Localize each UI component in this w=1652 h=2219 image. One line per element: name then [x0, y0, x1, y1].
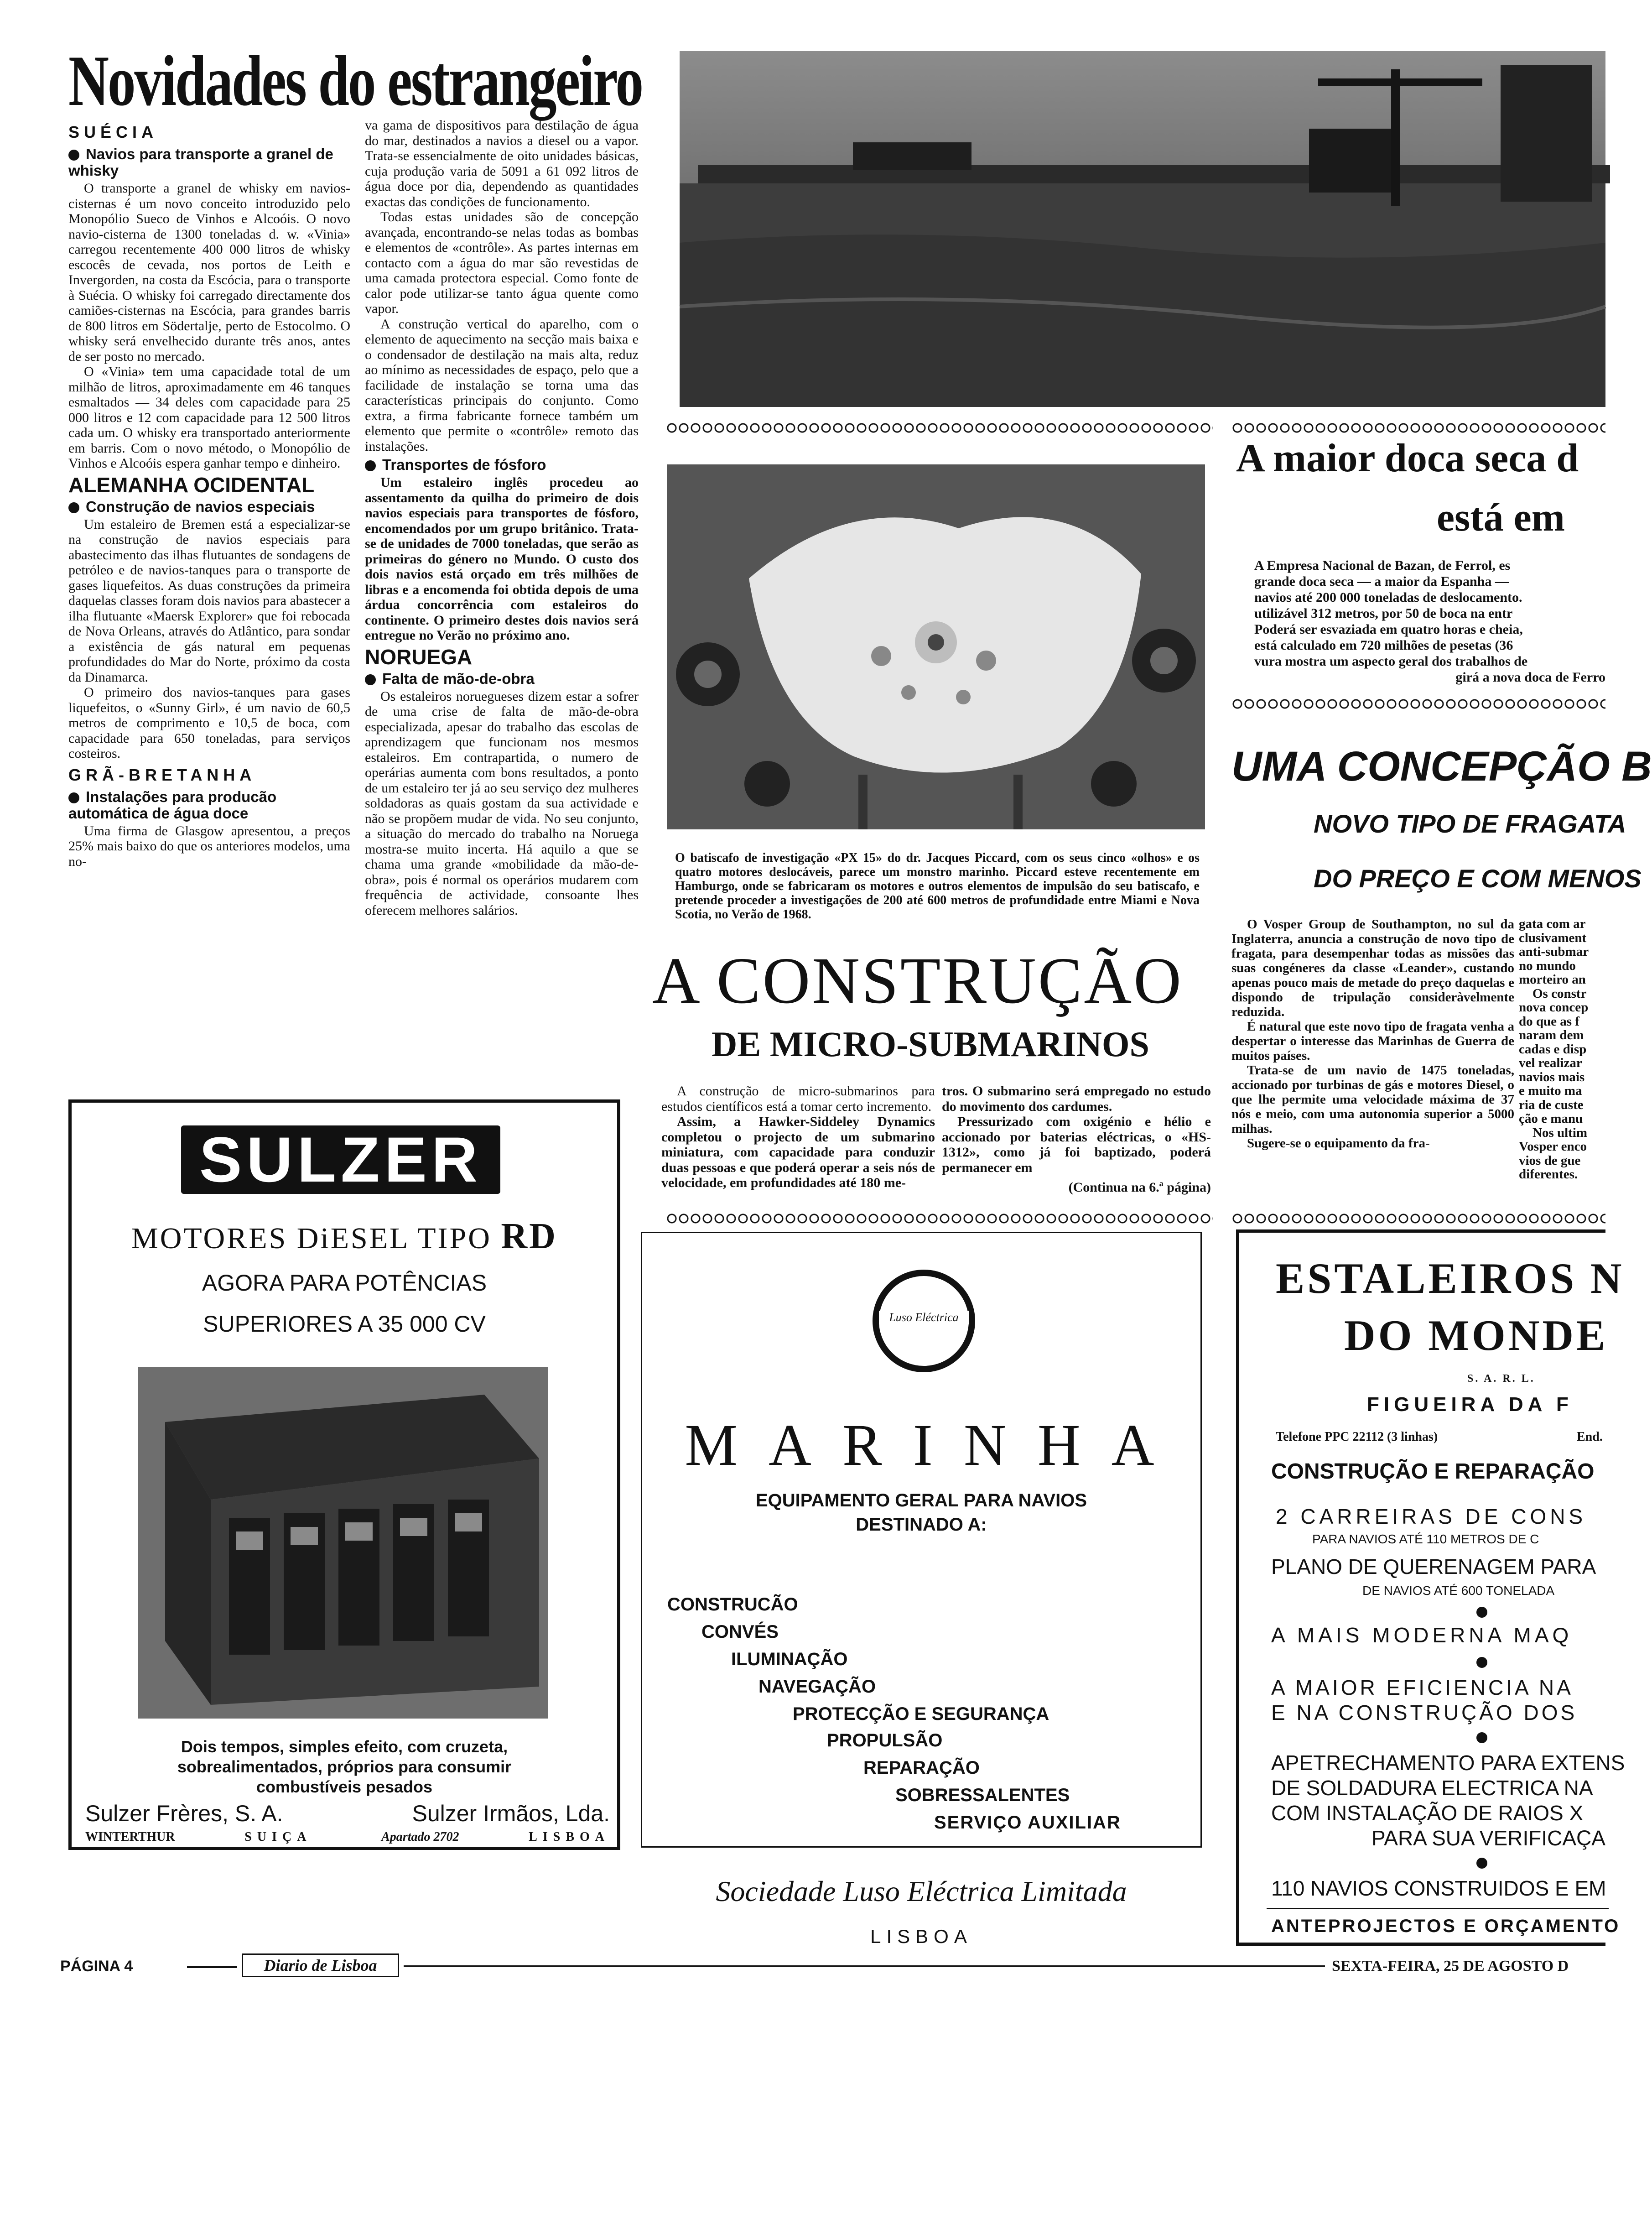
frigate-line: e muito ma: [1519, 1083, 1582, 1098]
bullet-icon: [365, 674, 376, 685]
estaleiros-line: APETRECHAMENTO PARA EXTENS: [1271, 1751, 1625, 1775]
decorative-border: [1231, 698, 1605, 710]
estaleiros-sarl: S. A. R. L.: [1467, 1373, 1535, 1385]
article-heading-fresh-water: Instalações para producão automática de água doce: [68, 788, 277, 822]
page-number: PÁGINA 4: [60, 1958, 133, 1975]
frigate-line: vel realizar: [1519, 1056, 1582, 1070]
bullet-icon: [1476, 1858, 1487, 1869]
continued-note: (Continua na 6.ª página): [1068, 1180, 1211, 1195]
article-paragraph: O «Vinia» tem uma capacidade total de um milhão de litros, aproximadamente em 46 tanques esmaltados — 34 deles com capacidade para 25 000 litros e 12 com capacidade para 12 500 litros cada um. O whisky era transportado anteriormente em barris. Com o novo método, o Monopólio de Vinhos e Alcoóis espera ganhar tempo e dinheiro.: [68, 364, 350, 471]
luso-electrica-advertisement: [641, 1232, 1202, 1848]
estaleiros-divider: [1267, 1908, 1609, 1909]
luso-company: Sociedade Luso Eléctrica Limitada: [716, 1875, 1127, 1907]
bullet-icon: [68, 502, 79, 513]
bullet-icon: [365, 460, 376, 471]
sulzer-line-2: AGORA PARA POTÊNCIAS: [202, 1270, 487, 1296]
dry-dock-headline-1: A maior doca seca d: [1236, 436, 1579, 480]
luso-title: MARINHA: [685, 1412, 1185, 1478]
article-paragraph: É natural que este novo tipo de fragata venha a despertar o interesse das Marinhas de Guerra de muitos países.: [1231, 1019, 1514, 1063]
country-heading-sweden: SUÉCIA: [68, 123, 158, 141]
dry-dock-line: A Empresa Nacional de Bazan, de Ferrol, es: [1254, 558, 1511, 573]
article-heading-labour: Falta de mão-de-obra: [365, 671, 639, 687]
sulzer-caption: Dois tempos, simples efeito, com cruzeta, sobrealimentados, próprios para consumir combustíveis pesados: [177, 1737, 512, 1796]
estaleiros-line: 2 CARREIRAS DE CONS: [1276, 1505, 1587, 1528]
dry-dock-line: utilizável 312 metros, por 50 de boca na entr: [1254, 606, 1513, 621]
bullet-icon: [1476, 1607, 1487, 1618]
frigate-subheadline-2: DO PREÇO E COM MENOS: [1314, 864, 1642, 893]
luso-subtitle-2: DESTINADO A:: [856, 1515, 987, 1535]
article-paragraph: Uma firma de Glasgow apresentou, a preços 25% mais baixo do que os anteriores modelos, uma no-: [68, 823, 350, 869]
frigate-line: no mundo: [1519, 958, 1576, 973]
estaleiros-title-2: DO MONDE: [1344, 1311, 1608, 1360]
bullet-icon: [1476, 1657, 1487, 1668]
sulzer-city-left: WINTERTHUR: [85, 1830, 175, 1844]
frigate-line: cadas e disp: [1519, 1042, 1587, 1057]
luso-city: LISBOA: [870, 1926, 972, 1947]
decorative-border: [666, 1213, 1213, 1224]
sulzer-city-right: LISBOA: [529, 1830, 610, 1844]
sulzer-address-row: [85, 1829, 610, 1845]
article-paragraph: Os estaleiros noruegueses dizem estar a sofrer de uma crise de falta de mão-de-obra especializada, apesar do trabalho das escolas de aprendizagem que funcionam nos mesmos estaleiros. Em contrapartida, o numero de operárias aumenta com bons resultados, a ponto de um estaleiro ter já ao seu serviço dez mulheres soldadoras as quais gostam da sua actividade e não se propõem mudar de vida. No seu conjunto, a situação do mercado do trabalho na Noruega mostra-se muito incerta. Há aquilo a que se chama uma grande «mobilidade da mão-de-obra», pois é normal os operários mudarem com frequência de actividade, consoante lhes oferecem melhores salários.: [365, 688, 639, 918]
luso-item: PROPULSÃO: [827, 1730, 943, 1750]
estaleiros-title-1: ESTALEIROS N: [1276, 1254, 1625, 1302]
article-paragraph: O Vosper Group de Southampton, no sul da Inglaterra, anuncia a construção de novo tipo de fragata, para desempenhar todas as missões das suas congéneres da classe «Leander», custando apenas pouco mais de metade do preço daquelas e dispondo de tripulação consideràvelmente reduzida.: [1231, 917, 1514, 1019]
sulzer-country: SUIÇA: [244, 1830, 312, 1844]
sulzer-headline: [72, 1216, 617, 1256]
decorative-border: [666, 422, 1213, 434]
estaleiros-phone: Telefone PPC 22112 (3 linhas): [1276, 1430, 1438, 1444]
article-paragraph: Assim, a Hawker-Siddeley Dynamics completou o projecto de um submarino miniatura, com capacidade para conduzir duas pessoas e que poderá operar a seis nós de velocidade, em profundidades até 180 me-: [661, 1114, 935, 1190]
article-heading-special-ships: Construção de navios especiais: [68, 499, 350, 515]
estaleiros-line: A MAIS MODERNA MAQ: [1271, 1623, 1573, 1647]
frigate-line: Nos ultim: [1533, 1125, 1588, 1140]
micro-sub-headline-2: DE MICRO-SUBMARINOS: [712, 1024, 1149, 1064]
frigate-line: do que as f: [1519, 1014, 1579, 1029]
article-paragraph: A construção de micro-submarinos para estudos científicos está a tomar certo incremento.: [661, 1083, 935, 1114]
foreign-news-column-2: [365, 118, 639, 1090]
dry-dock-line: grande doca seca — a maior da Espanha —: [1254, 574, 1509, 589]
luso-item: REPARAÇÃO: [863, 1758, 980, 1778]
estaleiros-advertisement: [1236, 1229, 1625, 1946]
estaleiros-line: 110 NAVIOS CONSTRUIDOS E EM: [1271, 1876, 1606, 1900]
dry-dock-line: Poderá ser esvaziada em quatro horas e cheia,: [1254, 622, 1523, 637]
bathyscaphe-photo: [667, 464, 1205, 829]
dry-dock-line: está calculado em 720 milhões de pesetas (36: [1254, 638, 1513, 653]
frigate-line: navios mais: [1519, 1069, 1585, 1084]
frigate-subheadline-1: NOVO TIPO DE FRAGATA: [1314, 809, 1626, 838]
sulzer-logo: [181, 1125, 500, 1194]
micro-sub-headline-1: A CONSTRUÇÃO: [652, 944, 1183, 1017]
frigate-line: Vosper enco: [1519, 1139, 1587, 1154]
article-paragraph: Trata-se de um navio de 1475 toneladas, accionado por turbinas de gás e motores Diesel, o que lhe permite uma velocidade máxima de 37 nós e meio, com uma autonomia superior a 5000 milhas.: [1231, 1063, 1514, 1136]
dry-dock-line: vura mostra um aspecto geral dos trabalhos de: [1254, 654, 1528, 669]
bullet-icon: [68, 792, 79, 803]
article-paragraph: Um estaleiro inglês procedeu ao assentamento da quilha do primeiro de dois navios especiais para transportes de fósforo, encomendados por um grupo britânico. Trata-se de unidades de 7000 toneladas, que serão as primeiras do género no Mundo. O custo dos dois navios está orçado em três milhões de libras e a encomenda foi obtida depois de uma árdua concorrência com estaleiros do continente. O primeiro destes dois navios será entregue no Verão no próximo ano.: [365, 475, 639, 643]
section-title-foreign-news: [68, 41, 661, 122]
footer-rule-main: [404, 1965, 1325, 1967]
frigate-line: Os constr: [1533, 986, 1587, 1001]
article-paragraph: Sugere-se o equipamento da fra-: [1247, 1136, 1430, 1151]
decorative-border: [1231, 1213, 1605, 1224]
frigate-line: morteiro an: [1519, 972, 1586, 987]
estaleiros-line: PARA NAVIOS ATÉ 110 METROS DE C: [1312, 1532, 1539, 1546]
luso-item: SERVIÇO AUXILIAR: [934, 1813, 1121, 1833]
frigate-line: vios de gue: [1519, 1153, 1581, 1168]
luso-item: ILUMINAÇÃO: [731, 1649, 848, 1669]
estaleiros-line: PARA SUA VERIFICAÇA: [1371, 1826, 1605, 1850]
decorative-border: [1231, 422, 1605, 434]
sulzer-advertisement: [68, 1099, 620, 1850]
article-paragraph: va gama de dispositivos para destilação de água do mar, destinados a navios a diesel ou a vapor. Trata-se essencialmente de oito unidades básicas, cuja produção varia de 5091 a 61 092 litros de água doce por dia, dependendo as quantidades exactas das condições de funcionamento.: [365, 118, 639, 209]
luso-subtitle-1: EQUIPAMENTO GERAL PARA NAVIOS: [756, 1490, 1087, 1511]
sulzer-logo-text: SULZER: [199, 1124, 482, 1195]
frigate-line: diferentes.: [1519, 1167, 1578, 1182]
sulzer-line-3: SUPERIORES A 35 000 CV: [203, 1311, 486, 1337]
estaleiros-line: DE NAVIOS ATÉ 600 TONELADA: [1362, 1584, 1555, 1598]
country-heading-norway: NORUEGA: [365, 645, 473, 669]
article-paragraph: O primeiro dos navios-tanques para gases liquefeitos, o «Sunny Girl», é um navio de 60,5 metros de comprimento e 10,5 de boca, com capacidade para 650 toneladas, para serviços costeiros.: [68, 685, 350, 761]
luso-logo-text: Luso Eléctrica: [879, 1311, 969, 1324]
luso-item: SOBRESSALENTES: [895, 1785, 1070, 1805]
dry-dock-line: navios até 200 000 toneladas de deslocamento.: [1254, 590, 1522, 605]
article-paragraph: O transporte a granel de whisky em navios-cisternas é um novo conceito introduzido pelo Monopólio Sueco de Vinhos e Alcoóis. O novo navio-cisterna de 1300 toneladas d. w. «Vinia» carregou recentemente 400 000 litros de whisky escocês de cevada, nos portos de Leith e Invergorden, na costa da Escócia, para o transporte à Suécia. O whisky foi carregado directamente dos camiões-cisternas na Escócia, para grandes barris de 800 litros em Södertalje, perto de Estocolmo. O whisky será envelhecido durante três anos, antes de ser posto no mercado.: [68, 181, 350, 364]
micro-sub-column-1: [661, 1083, 935, 1216]
article-paragraph: tros. O submarino será empregado no estudo do movimento dos cardumes.: [942, 1083, 1211, 1114]
frigate-line: clusivament: [1519, 930, 1587, 945]
article-paragraph: Todas estas unidades são de concepção avançada, encontrando-se nelas todas as bombas e elementos de «contrôle». As partes internas em contacto com a água do mar são revestidas de uma camada protectora especial. Como fonte de calor pode utilizar-se tanto água quente como vapor.: [365, 209, 639, 316]
dry-dock-photo: [680, 51, 1605, 407]
frigate-line: gata com ar: [1519, 917, 1586, 931]
dry-dock-headline-2: está em: [1437, 495, 1565, 540]
frigate-column-2: [1519, 917, 1605, 1182]
estaleiros-line: ANTEPROJECTOS E ORÇAMENTO: [1271, 1916, 1621, 1936]
bullet-icon: [1476, 1732, 1487, 1743]
frigate-column-1: [1231, 917, 1514, 1191]
luso-logo-icon: [873, 1270, 975, 1372]
article-heading-phosphorus: Transportes de fósforo: [365, 457, 639, 473]
dry-dock-line: girá a nova doca de Ferro: [1455, 670, 1605, 685]
frigate-line: ria de custe: [1519, 1097, 1584, 1112]
estaleiros-end: End.: [1577, 1430, 1603, 1444]
sulzer-company-left: Sulzer Frères, S. A.: [85, 1801, 283, 1826]
engine-photo: [138, 1367, 548, 1719]
newspaper-logo: [242, 1953, 399, 1977]
page-date: SEXTA-FEIRA, 25 DE AGOSTO D: [1332, 1958, 1569, 1974]
bathyscaphe-caption: O batiscafo de investigação «PX 15» do dr. Jacques Piccard, com os seus cinco «olhos» e os quatro motores deslocáveis, parece um monstro marinho. Piccard esteve recentemente em Hamburgo, onde se fabricaram os motores e outros elementos de impulsão do seu batiscafo, e pretende proceder a investigações de 200 até 600 metros de profundidade entre Miami e Nova Scotia, no Verão de 1968.: [675, 851, 1200, 922]
frigate-line: anti-submar: [1519, 944, 1589, 959]
estaleiros-line: COM INSTALAÇÃO DE RAIOS X: [1271, 1801, 1584, 1825]
sulzer-company-right: Sulzer Irmãos, Lda.: [412, 1801, 610, 1826]
estaleiros-service: CONSTRUÇÃO E REPARAÇÃO: [1271, 1459, 1595, 1484]
newspaper-logo-text: Diario de Lisboa: [264, 1956, 377, 1974]
bathyscaphe-photo-image: [667, 464, 1205, 829]
country-heading-germany: ALEMANHA OCIDENTAL: [68, 473, 315, 497]
luso-item: CONVÉS: [701, 1622, 779, 1642]
sulzer-headline-text: MOTORES DiESEL TIPO: [131, 1222, 492, 1255]
frigate-headline: UMA CONCEPÇÃO B: [1231, 743, 1652, 790]
estaleiros-line: PLANO DE QUERENAGEM PARA: [1271, 1555, 1596, 1578]
frigate-line: naram dem: [1519, 1028, 1584, 1042]
luso-item: CONSTRUCÃO: [667, 1594, 798, 1615]
micro-sub-column-2: [942, 1083, 1211, 1216]
engine-photo-image: [138, 1367, 548, 1719]
dry-dock-photo-image: [680, 51, 1605, 407]
footer-rule-left: [187, 1966, 237, 1968]
luso-item: NAVEGAÇÃO: [758, 1677, 876, 1697]
estaleiros-line: A MAIOR EFICIENCIA NA: [1271, 1676, 1574, 1699]
luso-item: PROTECÇÃO E SEGURANÇA: [793, 1704, 1049, 1724]
frigate-line: nova concep: [1519, 1000, 1589, 1015]
bullet-icon: [68, 150, 79, 161]
estaleiros-line: DE SOLDADURA ELECTRICA NA: [1271, 1776, 1593, 1800]
article-paragraph: Pressurizado com oxigénio e hélio e accionado por baterias eléctricas, o «HS-1312», como já foi baptizado, poderá permanecer em: [942, 1114, 1211, 1175]
article-paragraph: Um estaleiro de Bremen está a especializar-se na construção de navios especiais para abastecimento das ilhas flutuantes de sondagens de petróleo e de navios-tanques para o transporte de gases liquefeitos. As duas construções da primeira daquelas classes foram dois navios para abastecer a ilha flutuante «Maersk Explorer» que foi rebocada de Nova Orleans, através do Atlântico, para sondar a existência de gás natural em pequenas profundidades do Mar do Norte, próximo da costa da Dinamarca.: [68, 516, 350, 685]
sulzer-model: RD: [501, 1216, 557, 1256]
frigate-line: ção e manu: [1519, 1111, 1583, 1126]
article-paragraph: A construção vertical do aparelho, com o elemento de aquecimento na secção mais baixa e o condensador de destilação na mais alta, reduz ao mínimo as necessidades de espaço, pelo que a facilidade de instalação se torna uma das características principais do conjunto. Como extra, a firma fabricante fornece também um elemento que permite o «contrôle» remoto das instalações.: [365, 316, 639, 454]
estaleiros-city: FIGUEIRA DA F: [1367, 1393, 1573, 1416]
foreign-news-column-1: [68, 119, 350, 1090]
article-heading-whisky: Navios para transporte a granel de whisky: [68, 146, 333, 179]
sulzer-po-box: Apartado 2702: [381, 1830, 459, 1844]
page-title: Novidades do estrangeiro: [68, 41, 642, 121]
estaleiros-line: E NA CONSTRUÇÃO DOS: [1271, 1701, 1578, 1724]
country-heading-britain: GRÃ-BRETANHA: [68, 765, 256, 784]
dry-dock-body: [1254, 557, 1605, 685]
